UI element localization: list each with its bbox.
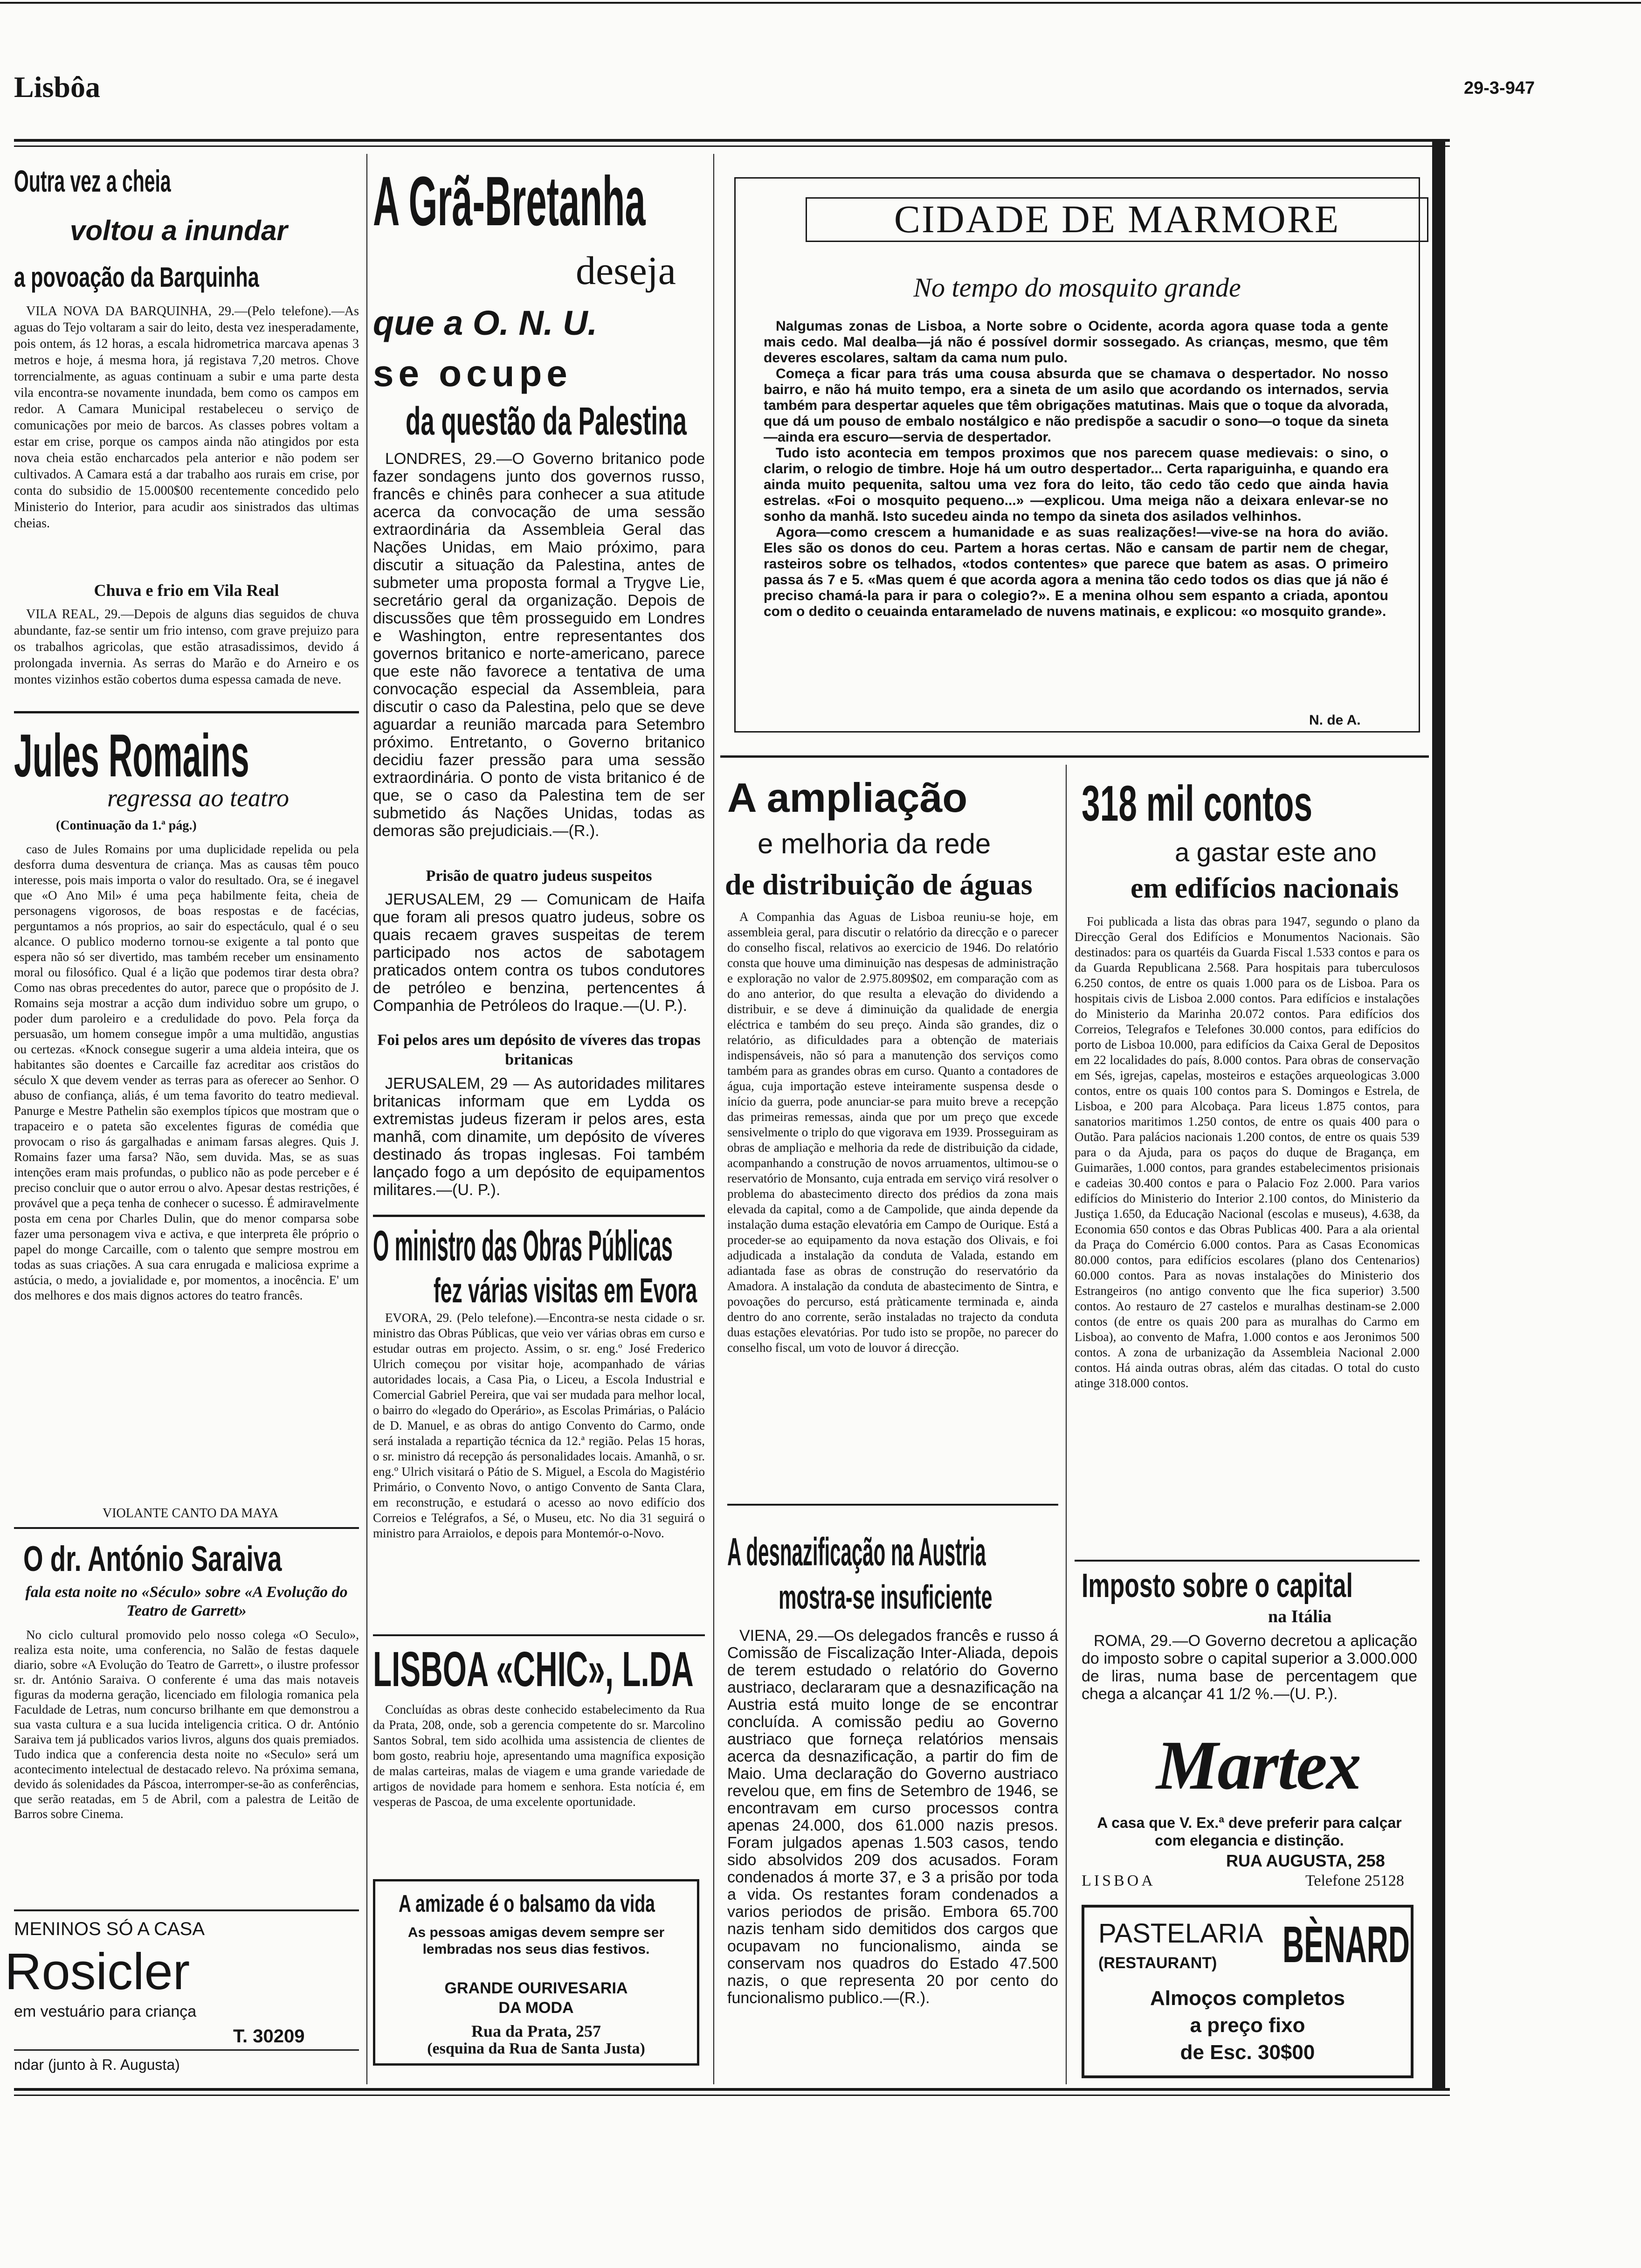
body-paragraph: Começa a ficar para trás uma cousa absurda que se chamava o despertador. No nosso bairro, e não há muito tempo, era a sineta de um asilo que acordando os internados, servia também para despertar aqueles que têm obrigações matutinas. Mais que o toque da alvorada, que dá um pouso de embalo nostálgico e não predispõe a sacudir o sono—o toque da sineta—ainda era escuro—servia de despertador. — [764, 366, 1388, 445]
body-paragraph: caso de Jules Romains por uma duplicidade repelida ou pela desforra duma desventura de criança. Mas as causas têm pouco interesse, pois mais importa o valor do resultado. Ora, se é inegavel que «O Ano Mil» é uma peça habilmente feita, cheia de personagens vigorosos, de boas respostas e de facécias, perguntamos a nós proprios, ao sair do espectáculo, qual é o seu alcance. O publico moderno tornou-se exigente a tal ponto que espera não só ser divertido, mas também receber um ensinamento moral ou filosófico. Qual é a lição que podemos tirar desta obra? Como nas obras precedentes do autor, parece que o propósito de J. Romains seja mostrar a acção dum individuo sobre um grupo, o poder dum paroleiro e a credulidade do povo. Pela força da persuasão, um homem consegue impôr a uma multidão, angustias ou certezas. «Knock consegue sugerir a uma aldeia inteira, que os habitantes são doentes e Carcaille faz acreditar aos cristãos do século X que devem vender as terras para as oferecer ao Senhor. O abuso de confiança, aliás, é um tema favorito do teatro medieval. Panurge e Mestre Pathelin são exemplos típicos que mostram que o trapaceiro e o pateta são excelentes figuras de comédia que provocam o riso ás gargalhadas e animam farsas alegres. Quis J. Romains fazer uma farsa? Não, sem duvida. Mas, se as suas intenções eram mais profundas, o publico não as pode perceber e é preciso concluir que o autor errou o alvo. Apesar destas restrições, é provável que a peça tenha de conhecer o sucesso. É admiravelmente posta em cena por Charles Dulin, que do menor comparsa sobe fazer uma personagem viva e activa, e que interpreta êle próprio o papel do monge Carcaille, com o talento que sempre mostrou em todas as suas criações. A sua cara enrugada e maliciosa exprime a astúcia, o medo, a jovialidade e, por momentos, a inocência. E' um dos melhores e dos mais dignos actores do teatro francês. — [14, 842, 359, 1302]
divider — [14, 1909, 359, 1911]
ad-line: a preço fixo — [1190, 2014, 1305, 2037]
body-paragraph: No ciclo cultural promovido pelo nosso colega «O Seculo», realiza esta noite, uma conferencia, no Salão de festas daquele diario, sobre «A Evolução do Teatro de Garrett», o ilustre professor sr. dr. António Saraiva. O conferente é uma das mais notaveis figuras da moderna geração, licenciado em filologia romanica pela Faculdade de Letras, num concurso brilhante em que demonstrou a sua vasta cultura e a sua lucida inteligencia critica. O dr. António Saraiva tem já publicados varios livros, alguns dos quais premiados. Tudo indica que a conferencia desta noite no «Seculo» será um acontecimento intelectual de destacado relevo. Na próxima semana, devido ás solenidades da Páscoa, interromper-se-ão as conferências, que serão reatadas, em 5 de Abril, com a palestra de Leitão de Barros sobre Cinema. — [14, 1628, 359, 1821]
body-paragraph: JERUSALEM, 29 — As autoridades militares britanicas informam que em Lydda os extremistas judeus fizeram ir pelos ares, esta manhã, com dinamite, um depósito de víveres destinado ás tropas inglesas. Foi também lançado fogo a um depósito de equipamentos militares.—(U. P.). — [373, 1075, 705, 1199]
divider — [373, 1215, 705, 1217]
ad-line: Almoços completos — [1150, 1987, 1345, 2010]
body-paragraph: JERUSALEM, 29 — Comunicam de Haifa que foram ali presos quatro judeus, sobre os quais recaem graves suspeitas de terem participado nos actos de sabotagem praticados ontem contra os tubos condutores de petróleo e benzina, pertencentes á Companhia de Petróleos do Iraque.—(U. P.). — [373, 891, 705, 1015]
page-date: 29-3-947 — [1464, 78, 1535, 98]
headline: Jules Romains — [14, 721, 249, 789]
subheadline: regressa ao teatro — [107, 784, 289, 812]
headline-line3: a povoação da Barquinha — [14, 262, 259, 293]
article-body-2 — [14, 606, 359, 688]
headline-line2: deseja — [576, 248, 676, 293]
headline: A Grã-Bretanha — [373, 162, 646, 240]
body-paragraph: VILA NOVA DA BARQUINHA, 29.—(Pelo telefone).—As aguas do Tejo voltaram a sair do leito, desta vez inesperadamente, pois ontem, ás 12 horas, a escala hidrometrica marcava apenas 3 metros e hoje, á mesma hora, já registava 7,20 metros. Chove torrencialmente, as aguas continuam a subir e uma parte desta vila encontra-se novamente inundada, bem como os campos em redor. A Camara Municipal restabeleceu o serviço de comunicações por meio de barcos. As classes pobres voltam a estar em crise, porque os campos ainda não atingidos por esta nova cheia estão encharcados pela anterior e não podem ser cultivados. A Camara está a dar trabalho aos rurais em crise, por conta do subsidio de 15.000$00 recentemente concedido pelo Ministerio do Interior, para acudir aos sinistrados das ultimas cheias. — [14, 304, 359, 531]
body-paragraph: A Companhia das Aguas de Lisboa reuniu-se hoje, em assembleia geral, para discutir o relatório da direcção e o parecer do conselho fiscal, relativos ao exercicio de 1946. Do relatório consta que houve uma diminuição nas despesas de administração e exploração no valor de 2.975.809$02, em comparação com as do ano anterior, do que resulta a elevação do dividendo a distribuir, e se deve á diminuição da qualidade de energia eléctrica e também do seu preço. Ainda são grandes, diz o relatório, as dificuldades para a obtenção de materiais indispensáveis, não só para a manutenção dos serviços como também para as grandes obras em curso. Quanto a contadores de água, cuja importação esteve inteiramente suspensa desde o início da guerra, pode anunciar-se para muito breve a recepção das primeiras remessas, ainda que por um preço que excede sensivelmente o triplo do que vigorava em 1939. Prosseguiram as obras de ampliação e melhoria da rede de distribuição da cidade, acompanhando a construção de novos arruamentos, ultimou-se o reservatório de Monsanto, cuja entrada em serviço virá resolver o problema do abastecimento directo dos prédios da zona mais elevada da capital, como a de Campolide, que ainda depende da instalação duma estação elevatória em Campo de Ourique. Está a proceder-se ao equipamento da nova estação dos Olivais, e foi adjudicada a instalação da conduta de Valada, estando em adiantada fase as obras de construção do reservatório da Amadora. A instalação da conduta de abastecimento de Sintra, e povoações do percurso, está pràticamente terminada e, ainda dentro do ano corrente, serão instaladas no trajecto da conduta duas estações elevatórias. Por tudo isto se propõe, no parecer do conselho fiscal, um voto de louvor á direcção. — [727, 910, 1058, 1355]
article-body — [373, 1702, 705, 1810]
right-bar — [1432, 140, 1445, 2089]
article-body — [1075, 914, 1420, 1391]
section-name: Lisbôa — [14, 70, 100, 104]
article-body — [14, 1627, 359, 1821]
headline: A ampliação — [727, 774, 968, 821]
ad-line: em vestuário para criança — [14, 2003, 197, 2020]
headline-line2: voltou a inundar — [70, 215, 288, 246]
box-subtitle: No tempo do mosquito grande — [913, 272, 1241, 303]
ad-line: (RESTAURANT) — [1098, 1954, 1217, 1972]
divider — [1075, 1560, 1420, 1562]
ad-line: A casa que V. Ex.ª deve preferir para calçar com elegancia e distinção. — [1097, 1814, 1402, 1849]
body-paragraph: LONDRES, 29.—O Governo britanico pode fazer sondagens junto dos governos russo, francês e chinês para conhecer a sua atitude acerca da convocação de uma sessão extraordinária da Assembleia Geral das Nações Unidas, em Maio próximo, para discutir a situação da Palestina, antes de submeter uma proposta formal a Trygve Lie, secretário geral da organização. Depois de discussões que têm prosseguido em Londres e Washington, entre representantes dos governos britanico e norte-americano, parece que este não favorece a tentativa de uma convocação especial da Assembleia, para discutir o caso da Palestina, pelo que se deve aguardar a reunião marcada para Setembro próximo. Entretanto, o Governo britanico decidiu fazer pressão para uma sessão extraordinária. O ponto de vista britanico é de que, se o caso da Palestina tem de ser submetido ás Nações Unidas, todas as demoras são prejudiciais.—(R.). — [373, 450, 705, 840]
ad-rule — [14, 2049, 359, 2051]
bottom-rule — [14, 2088, 1450, 2091]
body-paragraph: Agora—como crescem a humanidade e as suas realizações!—vive-se na hora do avião. Eles são os donos do ceu. Partem a horas certas. Não e cansam de partir nem de chegar, rasteiros sobre os telhados, «todos contentes» que parece que batem as asas. O primeiro passa ás 7 e 5. «Mas quem é que acorda agora a menina tão cedo todos os dias que já não é preciso chamá-la para ir para o colegio?». E a menina olhou sem espanto a criada, apontou com o dedito o ceuainda entaramelado de nuvens matinais, e explicou: «o mosquito grande». — [764, 525, 1388, 619]
body-paragraph: EVORA, 29. (Pelo telefone).—Encontra-se nesta cidade o sr. ministro das Obras Públicas, que veio ver várias obras em curso e estudar outras em projecto. Assim, o sr. eng.º José Frederico Ulrich começou por visitar hoje, acompanhado de várias autoridades locais, a Casa Pia, o Liceu, a Escola Industrial e Comercial Gabriel Pereira, que vai ser mudada para melhor local, o bairro do «legado do Operário», as Escolas Primárias, o Palácio de D. Manuel, e as obras do antigo Convento do Carmo, onde será instalada a repartição técnica da 12.ª região. Pelas 15 horas, o sr. ministro dá recepção ás personalidades locais. Amanhã, o sr. eng.º Ulrich visitará o Pátio de S. Miguel, a Escola do Magistério Primário, o Convento Novo, o antigo Convento de Santa Clara, em reconstrução, e estudará o acesso ao novo edifício dos Correios e Telégrafos, a Sé, o Museu, etc. No dia 31 seguirá o ministro para Arraiolos, e depois para Montemór-o-Novo. — [373, 1311, 705, 1540]
divider — [373, 1634, 705, 1636]
headline-line2: a gastar este ano — [1175, 837, 1377, 867]
ad-brand-logo: Martex — [1156, 1727, 1360, 1804]
body-paragraph: Concluídas as obras deste conhecido estabelecimento da Rua da Prata, 208, onde, sob a gerencia competente do sr. Marcolino Santos Sobral, tem sido acolhida uma assistencia de clientes de bom gosto, reabriu hoje, apresentando uma magnífica exposição de malas carteiras, malas de viagem e uma grande variedade de artigos de novidade para homem e senhora. Esta notícia é, em vesperas de Pascoa, de uma excelente oportunidade. — [373, 1702, 705, 1809]
headline-line3: de distribuição de águas — [725, 868, 1033, 901]
ad-phone: Telefone 25128 — [1305, 1872, 1404, 1889]
subheading: Chuva e frio em Vila Real — [94, 581, 279, 600]
col-separator-2 — [713, 154, 714, 2084]
headline-line2: mostra-se insuficiente — [779, 1579, 993, 1616]
ad-line: de Esc. 30$00 — [1180, 2041, 1315, 2064]
header-rule-bottom — [14, 145, 1450, 147]
ad-line: PASTELARIA — [1098, 1918, 1263, 1949]
headline-line2: na Itália — [1268, 1607, 1332, 1626]
body-paragraph: VILA REAL, 29.—Depois de alguns dias seguidos de chuva abundante, faz-se sentir um frio intenso, com grave prejuizo para os trabalhos agricolas, que estão atrasadissimos, devido á prolongada invernia. As serras do Marão e do Arneiro e os montes vizinhos estão cobertos duma espessa camada de neve. — [14, 607, 359, 687]
headline: LISBOA «CHIC», L.DA — [373, 1642, 694, 1697]
article-body-2 — [373, 891, 705, 1015]
col-separator-3 — [1066, 765, 1067, 2084]
ad-address: RUA AUGUSTA, 258 — [1226, 1851, 1385, 1870]
continuation-note: (Continuação da 1.ª pág.) — [56, 818, 197, 833]
headline: O dr. António Saraiva — [23, 1539, 282, 1579]
ad-pastelaria-benard — [1082, 1905, 1413, 2078]
subheading: Foi pelos ares um depósito de víveres das tropas britanicas — [377, 1031, 701, 1068]
body-paragraph: Tudo isto acontecia em tempos proximos que nos parecem quase medievais: o sino, o clarim, o relogio de timbre. Hoje há um outro despertador... Certa rapariguinha, e quando era ainda muito pequenita, saltou uma vez fora do leito, tão cedo tão cedo que ainda havia estrelas. «Foi o mosquito pequeno...» —explicou. Uma meiga não a deixara enlevar-se no sonho da manhã. Isto sucedeu ainda no tempo da sineta dos asilados velhinhos. — [764, 445, 1388, 524]
headline-line2: fez várias visitas em Evora — [434, 1271, 697, 1310]
ad-line: As pessoas amigas devem sempre ser lembradas nos seus dias festivos. — [407, 1925, 665, 1957]
headline: 318 mil contos — [1082, 775, 1313, 831]
subheading: Prisão de quatro judeus suspeitos — [426, 867, 652, 885]
headline: Imposto sobre o capital — [1082, 1567, 1353, 1604]
ad-line: Rua da Prata, 257 — [471, 2022, 601, 2040]
headline-line2: e melhoria da rede — [758, 828, 991, 859]
col-separator-1 — [366, 154, 367, 2084]
article-body — [14, 303, 359, 532]
byline: VIOLANTE CANTO DA MAYA — [103, 1506, 279, 1521]
ad-line: GRANDE OURIVESARIA — [444, 1979, 628, 1997]
body-paragraph: Foi publicada a lista das obras para 1947, segundo o plano da Direcção Geral dos Edifícios e Monumentos Nacionais. São destinados: para os quartéis da Guarda Fiscal 1.533 contos e para os da Guarda Republicana 2.568. Para hospitais para tuberculosos 6.250 contos, de entre os quais 1.000 para os de Lisboa. Para os hospitais civis de Lisboa 2.000 contos. Para edifícios e instalações do Ministerio da Marinha 20.072 contos. Para edifícios dos Correios, Telegrafos e Telefones 30.000 contos, para edifícios do porto de Lisboa 10.000, para edifícios da Caixa Geral de Depositos em 22 localidades do país, 8.000 contos. Para obras de conservação em Sés, igrejas, capelas, mosteiros e estações arqueologicas 3.000 contos, entre os quais 100 contos para S. Domingos e Estrela, de Lisboa, e 200 para Alcobaça. Para liceus 1.875 contos, para sanatorios maritimos 1.250 contos, de entre os quais 400 para o Outão. Para palácios nacionais 1.200 contos, de entre os quais 539 para o da Ajuda, para os paços do duque de Bragança, em Guimarães, 1.000 contos, para grandes estabelecimentos prisionais e cadeias 30.400 contos e para o Palacio Foz 2.000. Para varios edifícios do Ministerio do Interior 2.100 contos, do Ministerio da Justiça 1.650, da Educação Nacional (escolas e museus), 4.638, da Economia 650 contos e das Obras Publicas 400. Para a ala oriental da Praça do Comércio 6.000 contos. Para as Casas Economicas 80.000 contos, para edifícios escolares (plano dos Centenarios) 60.000 contos. Para as novas instalações do Ministerio dos Estrangeiros (no antigo convento que lhe fica superior) 3.500 contos. Ao restauro de 27 castelos e muralhas destinam-se 2.000 contos (de entre os quais 200 para as muralhas do Carmo em Lisboa), ao convento de Mafra, 1.000 contos e aos Jeronimos 500 contos. A zona de urbanização da Assembleia Nacional 2.000 contos. Há ainda outras obras, além das citadas. O total do custo atinge 318.000 contos. — [1075, 914, 1420, 1390]
divider — [727, 1504, 1058, 1506]
ad-line: MENINOS SÓ A CASA — [14, 1919, 205, 1939]
ad-line: (esquina da Rua de Santa Justa) — [427, 2040, 645, 2057]
ad-phone: T. 30209 — [233, 2026, 305, 2047]
ad-title: A amizade é o balsamo da vida — [399, 1890, 655, 1917]
divider — [14, 1527, 359, 1529]
ad-ourivesaria — [373, 1879, 699, 2066]
headline: A desnazificação na Austria — [727, 1530, 986, 1574]
article-body — [373, 1310, 705, 1541]
headline-line1: Outra vez a cheia — [14, 164, 171, 198]
article-body — [727, 909, 1058, 1355]
article-body — [1082, 1632, 1417, 1703]
ad-line: DA MODA — [498, 1999, 574, 2017]
ad-brand: Rosicler — [5, 1943, 190, 2000]
article-body — [727, 1627, 1058, 2007]
article-body — [14, 842, 359, 1303]
headline-line3: que a O. N. U. — [373, 304, 598, 342]
box-title: CIDADE DE MARMORE — [894, 198, 1340, 241]
body-paragraph: VIENA, 29.—Os delegados francês e russo á Comissão de Fiscalização Inter-Aliada, depois de terem estudado o relatório do Governo austriaco, declararam que a desnazificação na Austria está muito longe de se encontrar concluída. A comissão pediu ao Governo austriaco que forneça relatórios mensais acerca da desnazificação, a partir do fim de Maio. Uma declaração do Governo austriaco revelou que, em fins de Setembro de 1946, se encontravam em curso processos contra apenas 24.000, dos 61.000 nazis presos. Foram julgados apenas 1.503 casos, tendo sido absolvidos 209 dos acusados. Foram condenados á morte 37, e 3 a prisão por toda a vida. Os restantes foram condenados a varios periodos de prisão. Embora 65.700 nazis tenham sido demitidos dos cargos que ocupavam no funcionalismo, ainda se conservam nos quadros do Estado 47.500 nazis, o que representa 20 por cento do funcionalismo publico.—(R.). — [727, 1627, 1058, 2007]
cidade-de-marmore-box — [734, 177, 1420, 733]
body-paragraph: ROMA, 29.—O Governo decretou a aplicação do imposto sobre o capital superior a 3.000.000 de liras, numa base de percentagem que chega a alcançar 41 1/2 %.—(U. P.). — [1082, 1632, 1417, 1703]
divider — [14, 711, 359, 713]
box-body — [764, 318, 1388, 620]
bottom-rule-thin — [14, 2095, 1450, 2096]
article-body-3 — [373, 1075, 705, 1199]
article-body — [373, 450, 705, 840]
ad-brand: BÈNARD — [1282, 1916, 1410, 1973]
headline-line5: da questão da Palestina — [406, 399, 687, 443]
divider — [720, 755, 1429, 758]
ad-city: LISBOA — [1082, 1872, 1156, 1889]
ad-line: ndar (junto à R. Augusta) — [14, 2056, 180, 2073]
body-paragraph: Nalgumas zonas de Lisboa, a Norte sobre o Ocidente, acorda agora quase toda a gente mais cedo. Mal dealba—já não é possível dormir sossegado. As crianças, mesmo, que têm deveres escolares, saltam da cama num pulo. — [764, 318, 1388, 366]
headline-line3: em edifícios nacionais — [1131, 872, 1399, 904]
headline-line4: se ocupe — [373, 353, 572, 394]
headline: O ministro das Obras Públicas — [373, 1222, 673, 1270]
top-rule — [0, 2, 1641, 4]
signature: N. de A. — [1309, 712, 1361, 728]
subheadline: fala esta noite no «Século» sobre «A Evolução do Teatro de Garrett» — [25, 1583, 348, 1619]
header-rule-top — [14, 139, 1450, 142]
